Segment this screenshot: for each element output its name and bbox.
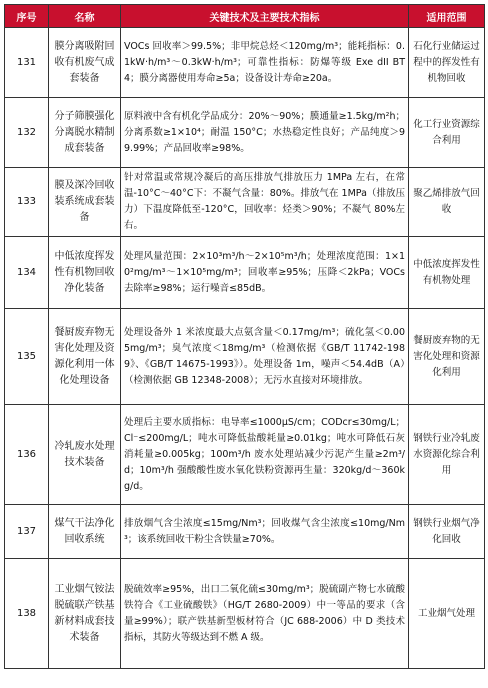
row-number: 133 <box>5 168 49 237</box>
row-number: 132 <box>5 98 49 168</box>
row-scope: 餐厨废弃物的无害化处理和资源化利用 <box>409 309 485 405</box>
row-tech: 排放烟气含尘浓度≤15mg/Nm³；回收煤气含尘浓度≤10mg/Nm³；该系统回收干粉尘含铁量≥70%。 <box>121 505 409 559</box>
row-scope: 聚乙烯排放气回收 <box>409 168 485 237</box>
table-row <box>5 505 485 559</box>
row-name: 工业烟气铵法脱硫联产铁基新材料成套技术装备 <box>49 559 121 669</box>
row-tech: 脱硫效率≥95%，出口二氧化硫≤30mg/m³；脱硫副产物七水硫酸铁符合《工业硫酸铁》（HG/T 2680-2009）中一等品的要求（含量≥99%）；联产铁基新型板材符合（JC 688-2006）中 D 类技术指标，其防火等级达到不燃 A 级。 <box>121 559 409 669</box>
row-scope: 工业烟气处理 <box>409 559 485 669</box>
table-row <box>5 559 485 669</box>
row-tech: 针对常温或常规冷凝后的高压排放气排放压力 1MPa 左右，在常温-10°C～40°C下：不凝气含量：80%。排放气在 1MPa（排放压力）下温度降低至-120°C，回收率：烃类＞90%；不凝气 80%左右。 <box>121 168 409 237</box>
table-row <box>5 237 485 309</box>
row-name: 膜及深冷回收装系统成套装备 <box>49 168 121 237</box>
row-number: 138 <box>5 559 49 669</box>
row-name: 煤气干法净化回收系统 <box>49 505 121 559</box>
row-tech: 处理后主要水质指标：电导率≤1000μS/cm；CODcr≤30mg/L；Cl⁻≤200mg/L；吨水可降低盐酸耗量≥0.01kg；吨水可降低石灰消耗量≥0.005kg；100m³/h 废水处理站减少污泥产生量≥2m³/d；10m³/h 强酸酸性废水氧化铁粉资源再生量：320kg/d～360kg/d。 <box>121 405 409 505</box>
row-name: 中低浓度挥发性有机物回收净化装备 <box>49 237 121 309</box>
header-tech: 关键技术及主要技术指标 <box>121 5 409 28</box>
technology-table <box>4 4 485 669</box>
row-scope: 钢铁行业冷轧废水资源化综合利用 <box>409 405 485 505</box>
header-row <box>5 5 485 28</box>
row-number: 136 <box>5 405 49 505</box>
row-tech: VOCs 回收率＞99.5%；非甲烷总烃＜120mg/m³；能耗指标：0.1kW·h/m³～0.3kW·h/m³；可靠性指标：防爆等级 Exe dII BT4；膜分离器使用寿命≥5a；设备设计寿命≥20a。 <box>121 28 409 98</box>
table-row <box>5 309 485 405</box>
header-scope: 适用范围 <box>409 5 485 28</box>
header-no: 序号 <box>5 5 49 28</box>
row-name: 膜分离吸附回收有机废气成套装备 <box>49 28 121 98</box>
row-scope: 钢铁行业烟气净化回收 <box>409 505 485 559</box>
table-row <box>5 405 485 505</box>
table-row <box>5 28 485 98</box>
table-row <box>5 98 485 168</box>
row-number: 134 <box>5 237 49 309</box>
row-name: 餐厨废弃物无害化处理及资源化利用一体化处理设备 <box>49 309 121 405</box>
row-scope: 化工行业资源综合利用 <box>409 98 485 168</box>
row-number: 137 <box>5 505 49 559</box>
row-tech: 处理设备外 1 米浓度最大点氨含量＜0.17mg/m³；硫化氢＜0.005mg/m³；臭气浓度＜18mg/m³（检测依据《GB/T 11742-1989》、《GB/T 14675-1993》）。处理设备 1m，噪声＜54.4dB（A）（检测依据 GB 12348-2008）；无污水直接对环境排放。 <box>121 309 409 405</box>
row-number: 135 <box>5 309 49 405</box>
row-number: 131 <box>5 28 49 98</box>
row-tech: 处理风量范围：2×10³m³/h～2×10⁵m³/h；处理浓度范围：1×10²mg/m³～1×10⁵mg/m³；回收率≥95%；压降＜2kPa；VOCs 去除率≥98%；运行噪音≤85dB。 <box>121 237 409 309</box>
row-scope: 中低浓度挥发性有机物处理 <box>409 237 485 309</box>
row-name: 分子筛膜强化分离脱水精制成套装备 <box>49 98 121 168</box>
row-scope: 石化行业储运过程中的挥发性有机物回收 <box>409 28 485 98</box>
row-tech: 原料液中含有机化学品成分：20%～90%；膜通量≥1.5kg/m²h；分离系数≥1×10⁴；耐温 150°C；水热稳定性良好；产品纯度＞99.99%；产品回收率≥98%。 <box>121 98 409 168</box>
row-name: 冷轧废水处理技术装备 <box>49 405 121 505</box>
table-row <box>5 168 485 237</box>
header-name: 名称 <box>49 5 121 28</box>
